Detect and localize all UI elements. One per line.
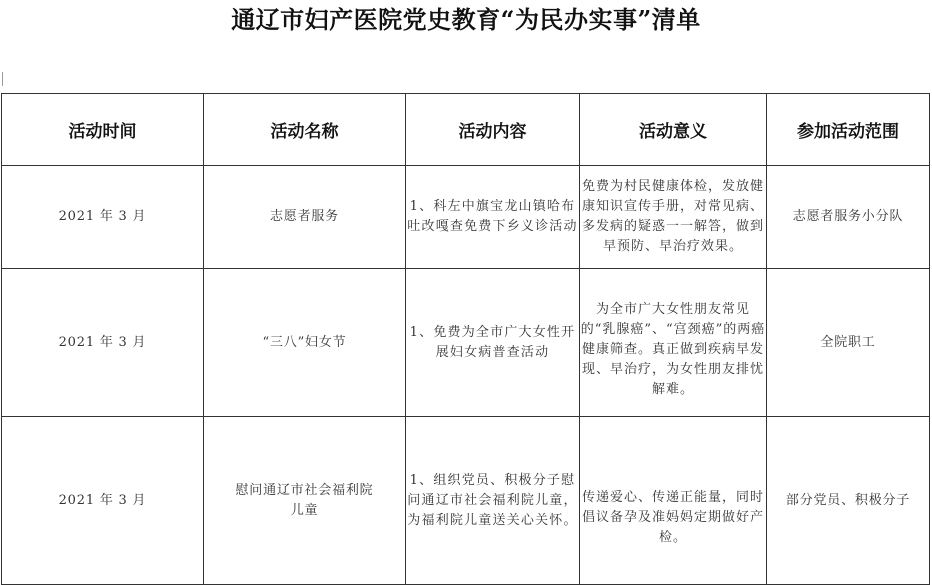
header-meaning: 活动意义: [580, 94, 767, 166]
header-scope: 参加活动范围: [767, 94, 930, 166]
cell-meaning: 传递爱心、传递正能量，同时倡议备孕及准妈妈定期做好产检。: [580, 417, 767, 585]
cell-scope: 全院职工: [767, 269, 930, 417]
cell-meaning: 为全市广大女性朋友常见的“乳腺癌”、“宫颈癌”的两癌健康筛查。真正做到疾病早发现、早治疗，为女性朋友排忧解难。: [580, 269, 767, 417]
cell-content: 1、组织党员、积极分子慰问通辽市社会福利院儿童，为福利院儿童送关心关怀。: [406, 417, 580, 585]
cell-content: 1、免费为全市广大女性开展妇女病普查活动: [406, 269, 580, 417]
header-name: 活动名称: [204, 94, 406, 166]
activity-table: [1, 93, 930, 585]
cell-name: 志愿者服务: [204, 166, 406, 269]
cell-time: 2021 年 3 月: [2, 417, 204, 585]
cell-content: 1、科左中旗宝龙山镇哈布吐改嘎查免费下乡义诊活动: [406, 166, 580, 269]
table-header-row: [2, 94, 930, 166]
table-row: [2, 417, 930, 585]
cell-time: 2021 年 3 月: [2, 166, 204, 269]
cell-scope: 志愿者服务小分队: [767, 166, 930, 269]
cell-name: 慰问通辽市社会福利院儿童: [204, 417, 406, 585]
page-title: 通辽市妇产医院党史教育“为民办实事”清单: [231, 5, 701, 34]
cell-scope: 部分党员、积极分子: [767, 417, 930, 585]
header-content: 活动内容: [406, 94, 580, 166]
header-time: 活动时间: [2, 94, 204, 166]
table-row: [2, 166, 930, 269]
cell-meaning: 免费为村民健康体检，发放健康知识宣传手册，对常见病、多发病的疑惑一一解答，做到早预防、早治疗效果。: [580, 166, 767, 269]
table-row: [2, 269, 930, 417]
cell-name: “三八”妇女节: [204, 269, 406, 417]
margin-mark: [2, 72, 3, 86]
cell-time: 2021 年 3 月: [2, 269, 204, 417]
